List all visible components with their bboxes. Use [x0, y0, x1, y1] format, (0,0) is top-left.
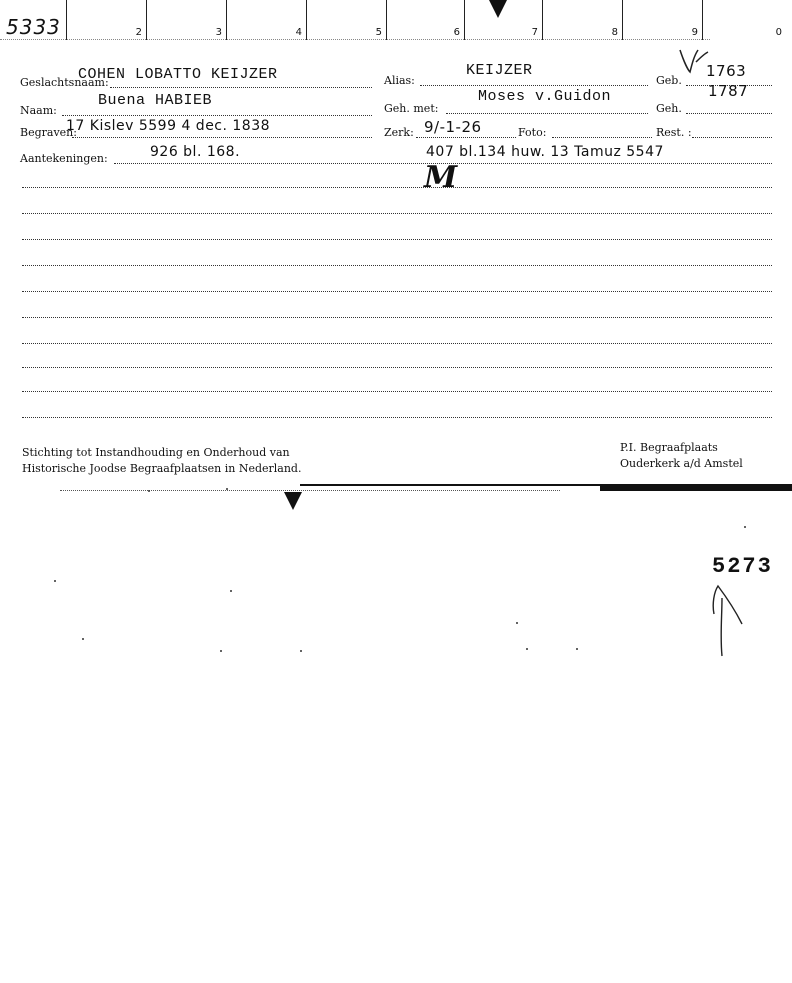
- index-digit: 6: [453, 27, 460, 38]
- notes-label: Aantekeningen:: [20, 152, 108, 165]
- index-digit: 7: [531, 27, 538, 38]
- born-year: 1763: [706, 62, 747, 80]
- note-line: [22, 238, 772, 240]
- handwritten-check-icon: [676, 44, 712, 78]
- footer-cemetery: [620, 440, 743, 472]
- index-cell-6: [386, 0, 465, 40]
- footer-line: P.I. Begraafplaats: [620, 441, 718, 454]
- speck: [516, 622, 518, 624]
- index-strip: [0, 0, 792, 40]
- notes-right-value: 407 bl.134 huw. 13 Tamuz 5547: [426, 144, 664, 160]
- note-line: [22, 264, 772, 266]
- born-label: Geb.: [656, 74, 682, 87]
- index-cell-2: [66, 0, 147, 40]
- alias-label: Alias:: [384, 74, 415, 87]
- index-cell-4: [226, 0, 307, 40]
- handwritten-stroke-icon: [708, 580, 748, 660]
- footer-organization: [22, 445, 301, 477]
- card-edge-thick: [600, 486, 792, 491]
- index-digit: 2: [135, 27, 142, 38]
- note-line: [22, 390, 772, 392]
- note-line: [22, 342, 772, 344]
- index-digit: 5: [375, 27, 382, 38]
- index-cell-9: [622, 0, 703, 40]
- index-cell-8: [542, 0, 623, 40]
- dotted-rule: [110, 86, 372, 88]
- speck: [300, 650, 302, 652]
- dotted-rule: [446, 112, 648, 114]
- born-year-2: 1787: [708, 82, 749, 100]
- bottom-notch-icon: [284, 492, 302, 510]
- buried-label: Begraven:: [20, 126, 77, 139]
- index-cell-5: [306, 0, 387, 40]
- born2-label: Geh.: [656, 102, 682, 115]
- buried-value: 17 Kislev 5599 4 dec. 1838: [66, 118, 271, 134]
- married-label: Geh. met:: [384, 102, 439, 115]
- index-cell-3: [146, 0, 227, 40]
- speck: [576, 648, 578, 650]
- note-line: [22, 290, 772, 292]
- stone-value: 9/-1-26: [424, 118, 482, 136]
- speck: [82, 638, 84, 640]
- dotted-rule: [72, 136, 372, 138]
- dotted-rule: [416, 136, 516, 138]
- strip-divider: [0, 39, 710, 41]
- stone-label: Zerk:: [384, 126, 414, 139]
- speck: [744, 526, 746, 528]
- speck: [226, 488, 228, 490]
- name-value: Buena HABIEB: [98, 92, 213, 109]
- note-line: [22, 316, 772, 318]
- notes-left-value: 926 bl. 168.: [150, 144, 241, 160]
- card-number: 5333: [6, 15, 61, 39]
- footer-line: Historische Joodse Begraafplaatsen in Nederland.: [22, 462, 302, 475]
- note-line: [22, 416, 772, 418]
- photo-label: Foto:: [518, 126, 547, 139]
- speck: [230, 590, 232, 592]
- index-digit: 3: [215, 27, 222, 38]
- note-line: [22, 186, 772, 188]
- speck: [54, 580, 56, 582]
- name-label: Naam:: [20, 104, 57, 117]
- surname-label: Geslachtsnaam:: [20, 76, 109, 89]
- surname-value: COHEN LOBATTO KEIJZER: [78, 66, 278, 83]
- index-digit: 4: [295, 27, 302, 38]
- index-digit: 0: [775, 27, 782, 38]
- footer-line: Stichting tot Instandhouding en Onderhoud van: [22, 446, 290, 459]
- dotted-rule: [686, 112, 772, 114]
- speck: [220, 650, 222, 652]
- note-line: [22, 212, 772, 214]
- footer-line: Ouderkerk a/d Amstel: [620, 457, 743, 470]
- speck: [526, 648, 528, 650]
- dotted-rule: [552, 136, 652, 138]
- rest-label: Rest. :: [656, 126, 692, 139]
- index-digit: 8: [611, 27, 618, 38]
- dotted-rule: [692, 136, 772, 138]
- note-line: [22, 366, 772, 368]
- back-card-number: 5273: [712, 554, 773, 579]
- card-edge-dots: [60, 490, 560, 491]
- dotted-rule: [62, 114, 372, 116]
- handwritten-mark: M: [424, 160, 458, 195]
- dotted-rule: [420, 84, 648, 86]
- index-cell-0: [702, 0, 786, 40]
- speck: [148, 490, 150, 492]
- alias-value: KEIJZER: [466, 62, 533, 79]
- index-digit: 9: [691, 27, 698, 38]
- spouse-value: Moses v.Guidon: [478, 88, 612, 105]
- top-notch-icon: [489, 0, 507, 18]
